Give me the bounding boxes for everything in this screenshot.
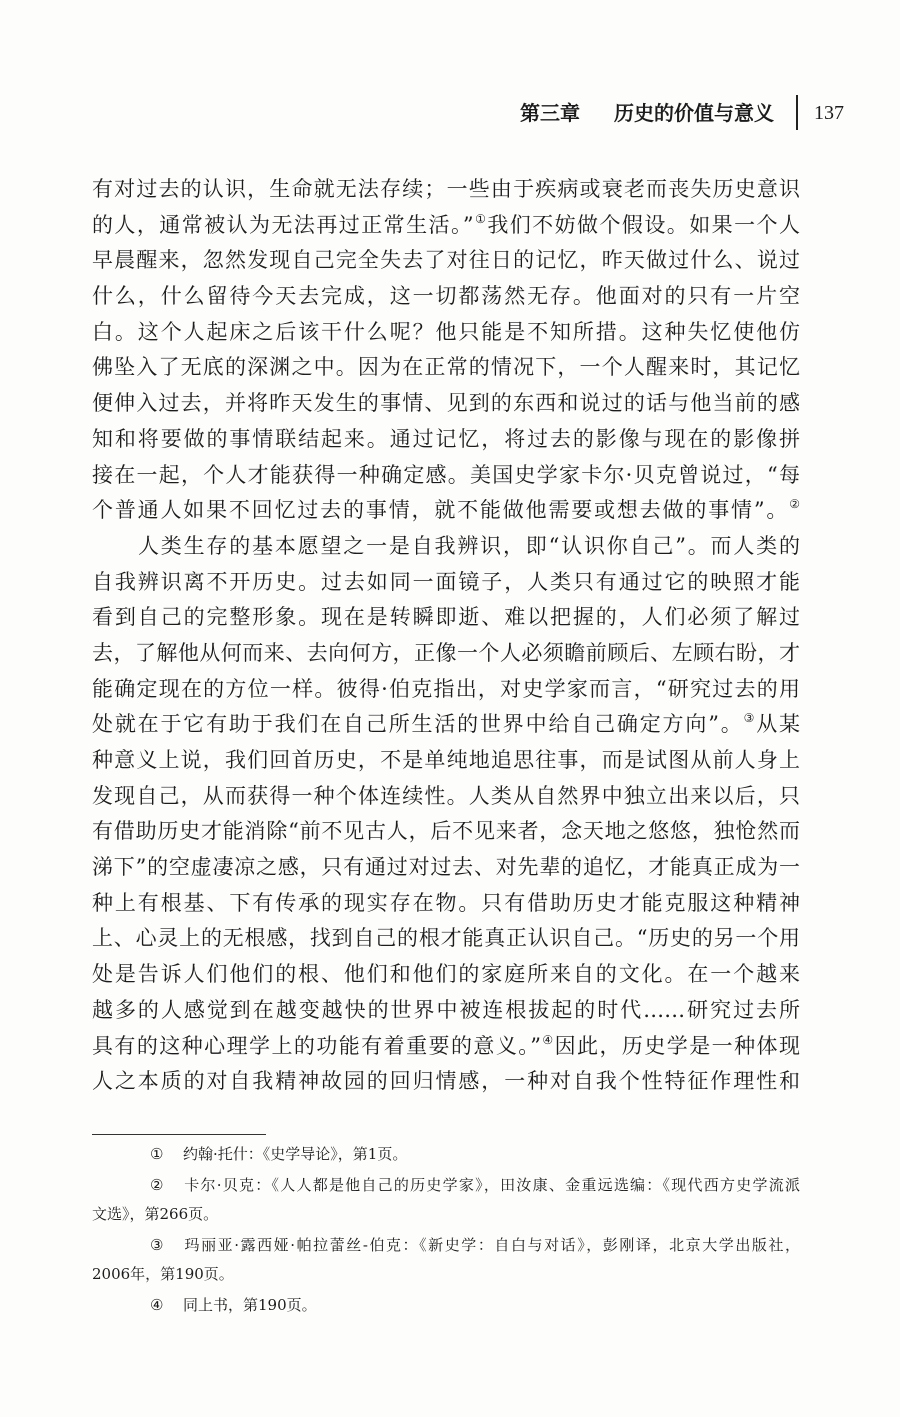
header-divider: [796, 95, 798, 130]
line-text: 从某: [756, 712, 801, 737]
footnote-text: 玛丽亚·露西娅·帕拉蕾丝-伯克：《新史学：自白与对话》，彭刚译，北京大学出版社，: [183, 1236, 800, 1254]
footnote-ref: ③: [743, 711, 757, 726]
page-number: 137: [814, 102, 844, 124]
chapter-title: 历史的价值与意义: [614, 101, 774, 125]
body-line: 去，了解他从何而来、去向何方，正像一个人必须瞻前顾后、左顾右盼，才: [92, 640, 800, 665]
footnote: [92, 1171, 800, 1229]
body-line: 便伸入过去，并将昨天发生的事情、见到的东西和说过的话与他当前的感: [92, 391, 800, 416]
body-line: 人类生存的基本愿望之一是自我辨识，即“认识你自己”。而人类的: [138, 533, 800, 558]
footnote-ref: ②: [789, 497, 800, 512]
footnote-text: 约翰·托什：《史学导论》，第1页。: [183, 1145, 408, 1163]
footnote: [92, 1291, 800, 1320]
body-line: [92, 493, 800, 529]
running-header: [0, 92, 900, 132]
body-line: 有借助历史才能消除“前不见古人，后不见来者，念天地之悠悠，独怆然而: [92, 819, 800, 844]
line-text: 个普通人如果不回忆过去的事情，就不能做他需要或想去做的事情”。: [92, 498, 790, 523]
footnote-line: [92, 1140, 800, 1169]
body-line: 种上有根基、下有传承的现实存在物。只有借助历史才能克服这种精神: [92, 890, 800, 915]
footnote-ref: ④: [540, 1032, 555, 1047]
footnote-text: 同上书，第190页。: [183, 1296, 317, 1314]
body-line: 自我辨识离不开历史。过去如同一面镜子，人类只有通过它的映照才能: [92, 569, 800, 594]
footnote-line: [92, 1231, 800, 1260]
body-line: [92, 208, 800, 244]
line-text: 的人，通常被认为无法再过正常生活。”: [92, 212, 474, 237]
footnote-mark: ①: [150, 1145, 164, 1163]
footnote-line: [92, 1171, 800, 1200]
footnote-ref: ①: [473, 211, 488, 226]
body-line: 看到自己的完整形象。现在是转瞬即逝、难以把握的，人们必须了解过: [92, 605, 800, 630]
body-line: 发现自己，从而获得一种个体连续性。人类从自然界中独立出来以后，只: [92, 783, 800, 808]
body-line: 知和将要做的事情联结起来。通过记忆，将过去的影像与现在的影像拼: [92, 426, 800, 451]
body-line: 白。这个人起床之后该干什么呢？他只能是不知所措。这种失忆使他仿: [92, 319, 800, 344]
footnote-line: 2006年，第190页。: [92, 1265, 234, 1283]
body-line: 涕下”的空虚凄凉之感，只有通过对过去、对先辈的追忆，才能真正成为一: [92, 855, 800, 880]
body-line: 人之本质的对自我精神故园的回归情感，一种对自我个性特征作理性和: [92, 1069, 800, 1094]
footnote-mark: ②: [150, 1176, 164, 1194]
footnote-text: 卡尔·贝克：《人人都是他自己的历史学家》，田汝康、金重远选编：《现代西方史学流派: [183, 1176, 800, 1194]
line-text: 处就在于它有助于我们在自己所生活的世界中给自己确定方向”。: [92, 712, 744, 737]
body-line: 接在一起，个人才能获得一种确定感。美国史学家卡尔·贝克曾说过，“每: [92, 462, 800, 487]
footnote-separator: [92, 1134, 266, 1135]
body-line: 上、心灵上的无根感，找到自己的根才能真正认识自己。“历史的另一个用: [92, 926, 800, 951]
body-line: 能确定现在的方位一样。彼得·伯克指出，对史学家而言，“研究过去的用: [92, 676, 800, 701]
body-line: 处是告诉人们他们的根、他们和他们的家庭所来自的文化。在一个越来: [92, 962, 800, 987]
body-line: [92, 1029, 800, 1065]
line-text: 具有的这种心理学上的功能有着重要的意义。”: [92, 1033, 541, 1058]
footnote-line: 文选》，第266页。: [92, 1205, 219, 1223]
body-line: 种意义上说，我们回首历史，不是单纯地追思往事，而是试图从前人身上: [92, 748, 800, 772]
body-line: 什么，什么留待今天去完成，这一切都荡然无存。他面对的只有一片空: [92, 284, 800, 309]
footnote-mark: ③: [150, 1236, 164, 1254]
footnote-line: [92, 1291, 800, 1320]
body-line: [92, 707, 800, 743]
body-line: 佛坠入了无底的深渊之中。因为在正常的情况下，一个人醒来时，其记忆: [92, 355, 800, 380]
line-text: 因此，历史学是一种体现: [554, 1033, 800, 1058]
chapter-label: 第三章: [520, 101, 580, 125]
footnote: [92, 1231, 800, 1289]
footnote: [92, 1140, 800, 1169]
body-line: 越多的人感觉到在越变越快的世界中被连根拔起的时代……研究过去所: [92, 997, 800, 1022]
line-text: 我们不妨做个假设。如果一个人: [487, 212, 800, 237]
body-line: 有对过去的认识，生命就无法存续；一些由于疾病或衰老而丧失历史意识: [92, 177, 800, 201]
footnote-mark: ④: [150, 1296, 164, 1314]
body-text: [92, 172, 800, 1100]
body-line: 早晨醒来，忽然发现自己完全失去了对往日的记忆，昨天做过什么、说过: [92, 248, 800, 273]
footnotes: [92, 1140, 800, 1320]
